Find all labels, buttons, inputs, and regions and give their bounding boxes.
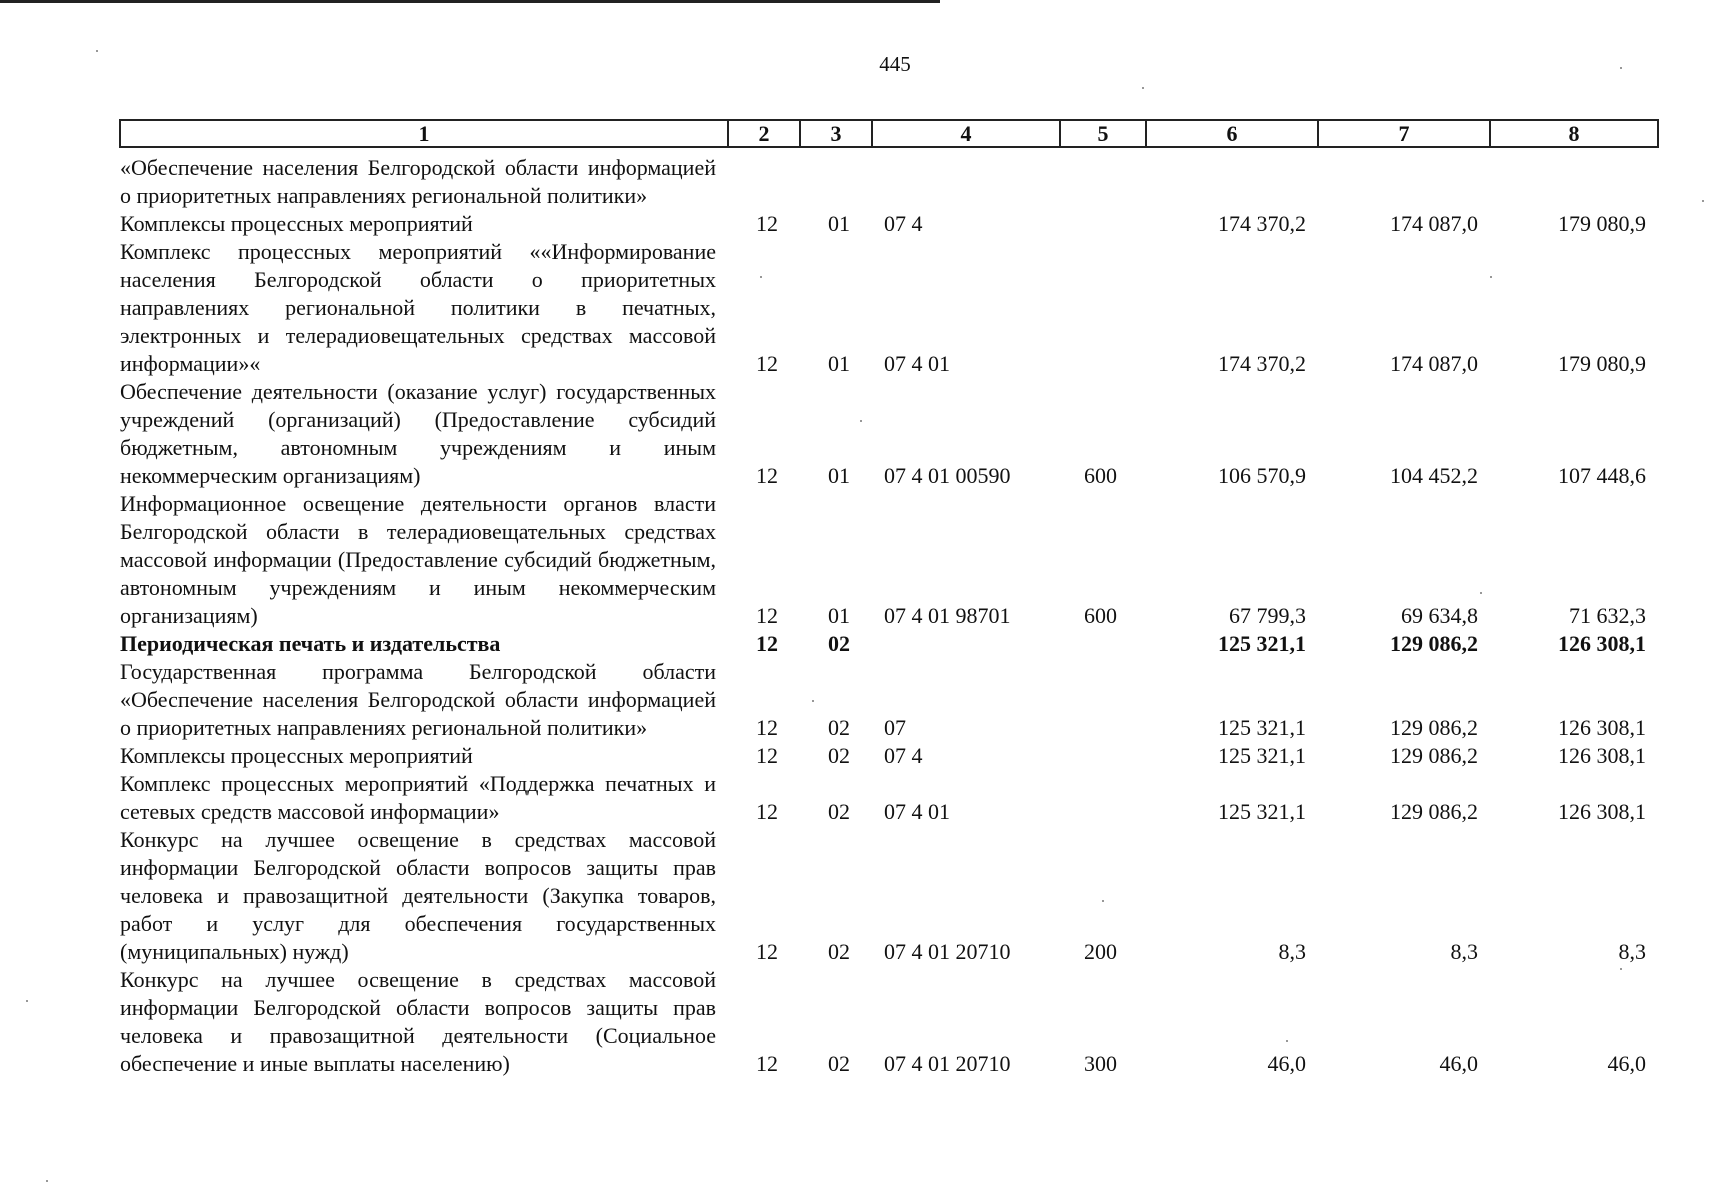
table-row	[120, 742, 1658, 770]
cell-col-8: 126 308,1	[1558, 631, 1646, 656]
scan-speck	[1102, 900, 1104, 902]
cell-col-5: 300	[1084, 1051, 1117, 1076]
header-col-2: 2	[728, 120, 800, 147]
cell-col-3: 02	[828, 799, 850, 824]
cell-col-2	[728, 147, 800, 210]
cell-col-4: 07 4 01 98701	[884, 603, 1011, 628]
cell-col-4: 07 4 01 00590	[884, 463, 1011, 488]
cell-col-2: 12	[756, 463, 778, 488]
scan-speck	[1480, 592, 1482, 594]
cell-col-6: 174 370,2	[1218, 351, 1306, 376]
scan-speck	[760, 276, 762, 278]
header-col-6: 6	[1146, 120, 1318, 147]
cell-col-6: 125 321,1	[1218, 799, 1306, 824]
cell-col-5	[1060, 742, 1146, 770]
cell-col-8: 179 080,9	[1558, 351, 1646, 376]
cell-col-7: 129 086,2	[1390, 715, 1478, 740]
cell-col-7: 129 086,2	[1390, 631, 1478, 656]
cell-col-6: 125 321,1	[1218, 631, 1306, 656]
cell-col-3: 02	[828, 631, 850, 656]
cell-col-3: 02	[828, 1051, 850, 1076]
cell-col-2: 12	[756, 939, 778, 964]
header-col-5: 5	[1060, 120, 1146, 147]
cell-col-8: 126 308,1	[1558, 743, 1646, 768]
table-row	[120, 966, 1658, 1078]
row-name: Комплексы процессных мероприятий	[120, 211, 473, 236]
cell-col-4: 07 4 01 20710	[884, 1051, 1011, 1076]
cell-col-5: 600	[1084, 463, 1117, 488]
row-name: Комплекс процессных мероприятий ««Информирование населения Белгородской области о приоритетных направлениях региональной политики в печатных, электронных и телерадиовещательных средствах массовой информации»«	[120, 239, 716, 376]
table-row	[120, 770, 1658, 826]
scan-speck	[46, 1180, 48, 1182]
cell-col-7: 174 087,0	[1390, 211, 1478, 236]
cell-col-7: 104 452,2	[1390, 463, 1478, 488]
scan-top-rule	[0, 0, 940, 3]
cell-col-5	[1060, 147, 1146, 210]
scan-speck	[860, 420, 862, 422]
cell-col-7: 129 086,2	[1390, 799, 1478, 824]
cell-col-2: 12	[756, 351, 778, 376]
cell-col-6: 46,0	[1267, 1051, 1306, 1076]
row-name: Обеспечение деятельности (оказание услуг) государственных учреждений (организаций) (Предоставление субсидий бюджетным, автономным учреждениям и иным некоммерческим организациям)	[120, 379, 716, 488]
cell-col-3: 01	[828, 211, 850, 236]
scan-speck	[1702, 200, 1704, 202]
cell-col-3	[800, 147, 872, 210]
header-col-7: 7	[1318, 120, 1490, 147]
row-name: Информационное освещение деятельности органов власти Белгородской области в телерадиовещательных средствах массовой информации (Предоставление субсидий бюджетным, автономным учреждениям и иным некоммерческим организациям)	[120, 491, 716, 628]
cell-col-7: 46,0	[1439, 1051, 1478, 1076]
cell-col-6: 174 370,2	[1218, 211, 1306, 236]
cell-col-3: 01	[828, 603, 850, 628]
table-row	[120, 378, 1658, 490]
cell-col-8: 107 448,6	[1558, 463, 1646, 488]
cell-col-4: 07 4 01 20710	[884, 939, 1011, 964]
scan-speck	[96, 50, 98, 52]
table-row	[120, 147, 1658, 210]
header-col-3: 3	[800, 120, 872, 147]
row-name: Конкурс на лучшее освещение в средствах массовой информации Белгородской области вопросов защиты прав человека и правозащитной деятельности (Социальное обеспечение и иные выплаты населению)	[120, 967, 716, 1076]
cell-col-6	[1146, 147, 1318, 210]
header-col-8: 8	[1490, 120, 1658, 147]
cell-col-4: 07 4	[884, 743, 923, 768]
cell-col-2: 12	[756, 715, 778, 740]
row-name: Государственная программа Белгородской области «Обеспечение населения Белгородской области информацией о приоритетных направлениях региональной политики»	[120, 659, 716, 740]
header-col-1: 1	[120, 120, 728, 147]
cell-col-2: 12	[756, 211, 778, 236]
cell-col-4: 07 4	[884, 211, 923, 236]
cell-col-3: 01	[828, 351, 850, 376]
cell-col-2: 12	[756, 1051, 778, 1076]
cell-col-6: 125 321,1	[1218, 715, 1306, 740]
cell-col-8: 126 308,1	[1558, 715, 1646, 740]
cell-col-6: 8,3	[1278, 939, 1306, 964]
scan-speck	[1620, 968, 1622, 970]
scan-speck	[812, 700, 814, 702]
scan-speck	[1620, 67, 1622, 69]
table-header	[120, 120, 1658, 147]
scan-speck	[1286, 1040, 1288, 1042]
cell-col-5	[1060, 630, 1146, 658]
cell-col-2: 12	[756, 631, 778, 656]
cell-col-8	[1490, 147, 1658, 210]
cell-col-7	[1318, 147, 1490, 210]
table-row	[120, 210, 1658, 238]
header-row	[120, 120, 1658, 147]
table-row	[120, 490, 1658, 630]
table-row	[120, 238, 1658, 378]
header-col-4: 4	[872, 120, 1060, 147]
cell-col-8: 126 308,1	[1558, 799, 1646, 824]
table-row	[120, 630, 1658, 658]
table-row	[120, 826, 1658, 966]
cell-col-8: 8,3	[1618, 939, 1646, 964]
row-name: Комплекс процессных мероприятий «Поддержка печатных и сетевых средств массовой информации»	[120, 771, 716, 824]
scan-speck	[1490, 276, 1492, 278]
cell-col-3: 01	[828, 463, 850, 488]
cell-col-4: 07	[884, 715, 906, 740]
cell-col-2: 12	[756, 603, 778, 628]
row-name: Конкурс на лучшее освещение в средствах массовой информации Белгородской области вопросов защиты прав человека и правозащитной деятельности (Закупка товаров, работ и услуг для обеспечения государственных (муниципальных) нужд)	[120, 827, 716, 964]
cell-col-8: 46,0	[1607, 1051, 1646, 1076]
cell-col-3: 02	[828, 939, 850, 964]
cell-col-7: 69 634,8	[1401, 603, 1478, 628]
row-name: Комплексы процессных мероприятий	[120, 743, 473, 768]
cell-col-5	[1060, 238, 1146, 378]
row-name: «Обеспечение населения Белгородской области информацией о приоритетных направлениях региональной политики»	[120, 155, 716, 208]
table-body	[120, 147, 1658, 1078]
cell-col-4: 07 4 01	[884, 799, 950, 824]
table-row	[120, 658, 1658, 742]
cell-col-5	[1060, 210, 1146, 238]
cell-col-3: 02	[828, 715, 850, 740]
cell-col-7: 129 086,2	[1390, 743, 1478, 768]
cell-col-2: 12	[756, 799, 778, 824]
cell-col-5: 600	[1084, 603, 1117, 628]
cell-col-4: 07 4 01	[884, 351, 950, 376]
cell-col-4	[872, 630, 1060, 658]
cell-col-8: 71 632,3	[1569, 603, 1646, 628]
cell-col-5: 200	[1084, 939, 1117, 964]
page-number: 445	[879, 52, 911, 76]
cell-col-4	[872, 147, 1060, 210]
cell-col-6: 125 321,1	[1218, 743, 1306, 768]
cell-col-5	[1060, 770, 1146, 826]
cell-col-7: 8,3	[1450, 939, 1478, 964]
cell-col-7: 174 087,0	[1390, 351, 1478, 376]
cell-col-6: 67 799,3	[1229, 603, 1306, 628]
budget-table	[119, 119, 1659, 1078]
cell-col-3: 02	[828, 743, 850, 768]
cell-col-5	[1060, 658, 1146, 742]
scan-speck	[26, 1000, 28, 1002]
row-name: Периодическая печать и издательства	[120, 631, 501, 656]
cell-col-6: 106 570,9	[1218, 463, 1306, 488]
scan-speck	[1142, 87, 1144, 89]
cell-col-2: 12	[756, 743, 778, 768]
cell-col-8: 179 080,9	[1558, 211, 1646, 236]
